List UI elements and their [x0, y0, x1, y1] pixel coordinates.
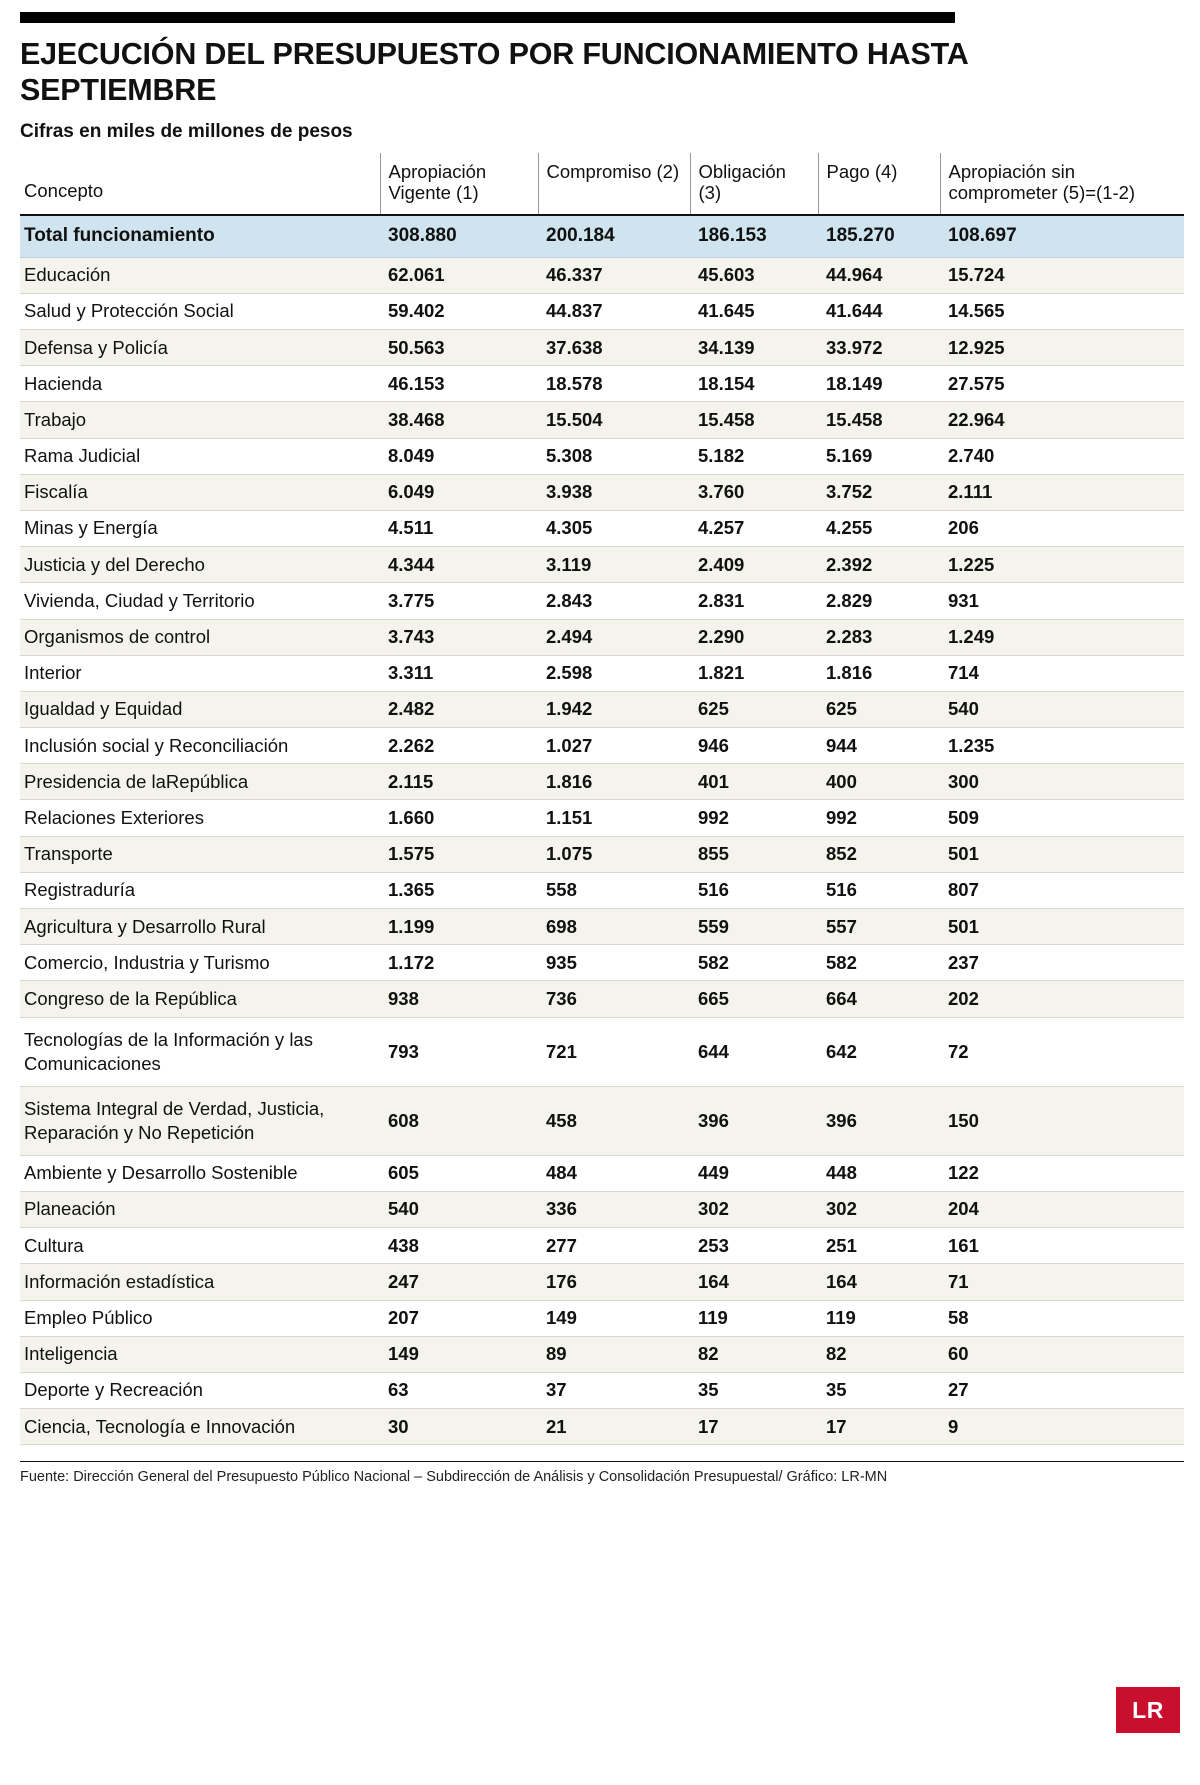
cell-apropiacion-sin-comprometer: 2.740	[940, 438, 1184, 474]
cell-pago: 33.972	[818, 330, 940, 366]
source-note: Fuente: Dirección General del Presupuesto Público Nacional – Subdirección de Análisis y Consolidación Presupuestal/ Gráfico: LR-MN	[20, 1461, 1184, 1485]
lr-logo: LR	[1116, 1687, 1180, 1733]
cell-obligacion: 644	[690, 1017, 818, 1086]
cell-compromiso: 736	[538, 981, 690, 1017]
cell-concepto: Transporte	[20, 836, 380, 872]
cell-apropiacion-sin-comprometer: 1.235	[940, 728, 1184, 764]
column-header-apropiacion-sin-comprometer: Apropiación sin comprometer (5)=(1-2)	[940, 153, 1184, 215]
table-row	[20, 981, 1184, 1017]
cell-apropiacion-vigente: 6.049	[380, 474, 538, 510]
table-row	[20, 330, 1184, 366]
cell-concepto: Registraduría	[20, 872, 380, 908]
cell-obligacion: 18.154	[690, 366, 818, 402]
cell-compromiso: 484	[538, 1155, 690, 1191]
cell-apropiacion-sin-comprometer: 150	[940, 1086, 1184, 1155]
cell-pago: 642	[818, 1017, 940, 1086]
cell-concepto: Total funcionamiento	[20, 215, 380, 257]
cell-apropiacion-sin-comprometer: 108.697	[940, 215, 1184, 257]
cell-obligacion: 186.153	[690, 215, 818, 257]
cell-concepto: Deporte y Recreación	[20, 1372, 380, 1408]
cell-apropiacion-sin-comprometer: 237	[940, 945, 1184, 981]
cell-obligacion: 1.821	[690, 655, 818, 691]
cell-pago: 396	[818, 1086, 940, 1155]
cell-concepto: Información estadística	[20, 1264, 380, 1300]
cell-pago: 1.816	[818, 655, 940, 691]
table-row	[20, 800, 1184, 836]
cell-apropiacion-vigente: 247	[380, 1264, 538, 1300]
cell-compromiso: 5.308	[538, 438, 690, 474]
table-row	[20, 909, 1184, 945]
cell-apropiacion-sin-comprometer: 15.724	[940, 257, 1184, 293]
cell-apropiacion-vigente: 1.660	[380, 800, 538, 836]
cell-concepto: Organismos de control	[20, 619, 380, 655]
cell-concepto: Defensa y Policía	[20, 330, 380, 366]
cell-obligacion: 164	[690, 1264, 818, 1300]
cell-apropiacion-vigente: 1.575	[380, 836, 538, 872]
cell-pago: 2.829	[818, 583, 940, 619]
cell-apropiacion-sin-comprometer: 2.111	[940, 474, 1184, 510]
cell-obligacion: 45.603	[690, 257, 818, 293]
cell-apropiacion-vigente: 62.061	[380, 257, 538, 293]
cell-obligacion: 665	[690, 981, 818, 1017]
cell-compromiso: 37	[538, 1372, 690, 1408]
cell-obligacion: 34.139	[690, 330, 818, 366]
cell-pago: 185.270	[818, 215, 940, 257]
cell-concepto: Inteligencia	[20, 1336, 380, 1372]
table-row	[20, 1086, 1184, 1155]
cell-obligacion: 401	[690, 764, 818, 800]
table-row	[20, 474, 1184, 510]
cell-apropiacion-sin-comprometer: 14.565	[940, 293, 1184, 329]
infographic-page	[0, 12, 1200, 1785]
table-row	[20, 438, 1184, 474]
cell-apropiacion-sin-comprometer: 206	[940, 510, 1184, 546]
cell-apropiacion-vigente: 2.115	[380, 764, 538, 800]
cell-pago: 4.255	[818, 510, 940, 546]
cell-obligacion: 625	[690, 691, 818, 727]
table-row	[20, 1155, 1184, 1191]
cell-pago: 44.964	[818, 257, 940, 293]
cell-apropiacion-vigente: 3.311	[380, 655, 538, 691]
cell-compromiso: 4.305	[538, 510, 690, 546]
cell-compromiso: 2.494	[538, 619, 690, 655]
cell-concepto: Fiscalía	[20, 474, 380, 510]
cell-concepto: Inclusión social y Reconciliación	[20, 728, 380, 764]
table-row	[20, 257, 1184, 293]
table-row	[20, 728, 1184, 764]
cell-apropiacion-sin-comprometer: 540	[940, 691, 1184, 727]
cell-pago: 41.644	[818, 293, 940, 329]
cell-apropiacion-vigente: 30	[380, 1409, 538, 1445]
cell-compromiso: 2.843	[538, 583, 690, 619]
cell-compromiso: 698	[538, 909, 690, 945]
cell-compromiso: 15.504	[538, 402, 690, 438]
cell-pago: 992	[818, 800, 940, 836]
cell-apropiacion-vigente: 8.049	[380, 438, 538, 474]
cell-concepto: Trabajo	[20, 402, 380, 438]
cell-obligacion: 302	[690, 1191, 818, 1227]
column-header-pago: Pago (4)	[818, 153, 940, 215]
cell-compromiso: 721	[538, 1017, 690, 1086]
cell-obligacion: 946	[690, 728, 818, 764]
cell-compromiso: 149	[538, 1300, 690, 1336]
cell-compromiso: 3.938	[538, 474, 690, 510]
cell-obligacion: 516	[690, 872, 818, 908]
column-header-compromiso: Compromiso (2)	[538, 153, 690, 215]
cell-obligacion: 35	[690, 1372, 818, 1408]
cell-concepto: Rama Judicial	[20, 438, 380, 474]
table-row-total	[20, 215, 1184, 257]
cell-apropiacion-vigente: 605	[380, 1155, 538, 1191]
cell-obligacion: 855	[690, 836, 818, 872]
cell-apropiacion-sin-comprometer: 9	[940, 1409, 1184, 1445]
cell-apropiacion-sin-comprometer: 122	[940, 1155, 1184, 1191]
cell-pago: 664	[818, 981, 940, 1017]
cell-apropiacion-vigente: 46.153	[380, 366, 538, 402]
table-row	[20, 583, 1184, 619]
cell-concepto: Empleo Público	[20, 1300, 380, 1336]
cell-compromiso: 200.184	[538, 215, 690, 257]
cell-compromiso: 3.119	[538, 547, 690, 583]
cell-pago: 17	[818, 1409, 940, 1445]
column-header-obligacion: Obligación (3)	[690, 153, 818, 215]
cell-pago: 119	[818, 1300, 940, 1336]
cell-concepto: Comercio, Industria y Turismo	[20, 945, 380, 981]
cell-compromiso: 89	[538, 1336, 690, 1372]
cell-obligacion: 119	[690, 1300, 818, 1336]
table-row	[20, 1191, 1184, 1227]
cell-concepto: Tecnologías de la Información y las Comunicaciones	[20, 1017, 380, 1086]
cell-obligacion: 253	[690, 1228, 818, 1264]
table-header	[20, 153, 1184, 215]
cell-obligacion: 449	[690, 1155, 818, 1191]
table-row	[20, 547, 1184, 583]
cell-apropiacion-sin-comprometer: 1.249	[940, 619, 1184, 655]
cell-compromiso: 1.816	[538, 764, 690, 800]
cell-pago: 852	[818, 836, 940, 872]
cell-apropiacion-sin-comprometer: 714	[940, 655, 1184, 691]
cell-concepto: Presidencia de laRepública	[20, 764, 380, 800]
cell-concepto: Ambiente y Desarrollo Sostenible	[20, 1155, 380, 1191]
cell-concepto: Educación	[20, 257, 380, 293]
cell-pago: 302	[818, 1191, 940, 1227]
cell-apropiacion-vigente: 2.482	[380, 691, 538, 727]
table-row	[20, 1336, 1184, 1372]
cell-compromiso: 21	[538, 1409, 690, 1445]
cell-concepto: Sistema Integral de Verdad, Justicia, Reparación y No Repetición	[20, 1086, 380, 1155]
cell-apropiacion-vigente: 1.172	[380, 945, 538, 981]
table-row	[20, 691, 1184, 727]
cell-compromiso: 2.598	[538, 655, 690, 691]
table-row	[20, 1017, 1184, 1086]
table-row	[20, 1372, 1184, 1408]
cell-obligacion: 5.182	[690, 438, 818, 474]
cell-apropiacion-sin-comprometer: 300	[940, 764, 1184, 800]
table-row	[20, 1228, 1184, 1264]
cell-concepto: Salud y Protección Social	[20, 293, 380, 329]
cell-apropiacion-vigente: 2.262	[380, 728, 538, 764]
cell-obligacion: 396	[690, 1086, 818, 1155]
cell-concepto: Congreso de la República	[20, 981, 380, 1017]
cell-compromiso: 1.942	[538, 691, 690, 727]
cell-obligacion: 17	[690, 1409, 818, 1445]
table-row	[20, 1264, 1184, 1300]
cell-concepto: Justicia y del Derecho	[20, 547, 380, 583]
cell-pago: 516	[818, 872, 940, 908]
cell-compromiso: 458	[538, 1086, 690, 1155]
cell-pago: 15.458	[818, 402, 940, 438]
cell-apropiacion-vigente: 938	[380, 981, 538, 1017]
cell-concepto: Planeación	[20, 1191, 380, 1227]
cell-compromiso: 46.337	[538, 257, 690, 293]
cell-concepto: Ciencia, Tecnología e Innovación	[20, 1409, 380, 1445]
cell-pago: 582	[818, 945, 940, 981]
table-header-row	[20, 153, 1184, 215]
cell-apropiacion-sin-comprometer: 1.225	[940, 547, 1184, 583]
cell-apropiacion-vigente: 608	[380, 1086, 538, 1155]
cell-concepto: Igualdad y Equidad	[20, 691, 380, 727]
cell-compromiso: 44.837	[538, 293, 690, 329]
cell-compromiso: 935	[538, 945, 690, 981]
cell-compromiso: 37.638	[538, 330, 690, 366]
cell-apropiacion-sin-comprometer: 204	[940, 1191, 1184, 1227]
cell-apropiacion-sin-comprometer: 71	[940, 1264, 1184, 1300]
table-row	[20, 293, 1184, 329]
cell-concepto: Relaciones Exteriores	[20, 800, 380, 836]
cell-apropiacion-vigente: 149	[380, 1336, 538, 1372]
table-row	[20, 764, 1184, 800]
cell-obligacion: 41.645	[690, 293, 818, 329]
cell-compromiso: 1.027	[538, 728, 690, 764]
cell-apropiacion-vigente: 1.365	[380, 872, 538, 908]
cell-obligacion: 2.290	[690, 619, 818, 655]
table-row	[20, 1409, 1184, 1445]
cell-apropiacion-sin-comprometer: 27.575	[940, 366, 1184, 402]
table-row	[20, 510, 1184, 546]
cell-apropiacion-sin-comprometer: 931	[940, 583, 1184, 619]
table-row	[20, 366, 1184, 402]
cell-pago: 5.169	[818, 438, 940, 474]
cell-concepto: Cultura	[20, 1228, 380, 1264]
cell-apropiacion-vigente: 308.880	[380, 215, 538, 257]
cell-pago: 2.283	[818, 619, 940, 655]
cell-concepto: Interior	[20, 655, 380, 691]
cell-compromiso: 18.578	[538, 366, 690, 402]
cell-concepto: Hacienda	[20, 366, 380, 402]
table-row	[20, 836, 1184, 872]
column-header-apropiacion-vigente: Apropiación Vigente (1)	[380, 153, 538, 215]
cell-pago: 557	[818, 909, 940, 945]
cell-pago: 164	[818, 1264, 940, 1300]
column-header-concepto: Concepto	[20, 153, 380, 215]
cell-pago: 448	[818, 1155, 940, 1191]
cell-apropiacion-sin-comprometer: 501	[940, 836, 1184, 872]
page-subtitle: Cifras en miles de millones de pesos	[20, 120, 353, 142]
cell-pago: 18.149	[818, 366, 940, 402]
cell-apropiacion-vigente: 63	[380, 1372, 538, 1408]
cell-apropiacion-sin-comprometer: 501	[940, 909, 1184, 945]
cell-obligacion: 582	[690, 945, 818, 981]
cell-apropiacion-vigente: 38.468	[380, 402, 538, 438]
cell-apropiacion-sin-comprometer: 22.964	[940, 402, 1184, 438]
cell-obligacion: 4.257	[690, 510, 818, 546]
cell-apropiacion-sin-comprometer: 12.925	[940, 330, 1184, 366]
table-row	[20, 945, 1184, 981]
cell-apropiacion-vigente: 4.511	[380, 510, 538, 546]
cell-apropiacion-vigente: 4.344	[380, 547, 538, 583]
cell-pago: 625	[818, 691, 940, 727]
table-row	[20, 872, 1184, 908]
cell-compromiso: 336	[538, 1191, 690, 1227]
table-row	[20, 655, 1184, 691]
cell-concepto: Minas y Energía	[20, 510, 380, 546]
cell-apropiacion-vigente: 540	[380, 1191, 538, 1227]
cell-apropiacion-vigente: 207	[380, 1300, 538, 1336]
cell-obligacion: 15.458	[690, 402, 818, 438]
cell-obligacion: 3.760	[690, 474, 818, 510]
cell-compromiso: 176	[538, 1264, 690, 1300]
cell-apropiacion-sin-comprometer: 58	[940, 1300, 1184, 1336]
cell-apropiacion-vigente: 438	[380, 1228, 538, 1264]
cell-pago: 3.752	[818, 474, 940, 510]
top-rule-divider	[20, 12, 955, 23]
cell-pago: 400	[818, 764, 940, 800]
cell-concepto: Vivienda, Ciudad y Territorio	[20, 583, 380, 619]
cell-obligacion: 2.831	[690, 583, 818, 619]
cell-obligacion: 82	[690, 1336, 818, 1372]
cell-compromiso: 277	[538, 1228, 690, 1264]
page-title: EJECUCIÓN DEL PRESUPUESTO POR FUNCIONAMIENTO HASTA SEPTIEMBRE	[20, 37, 968, 107]
cell-apropiacion-sin-comprometer: 202	[940, 981, 1184, 1017]
cell-compromiso: 1.075	[538, 836, 690, 872]
cell-apropiacion-sin-comprometer: 161	[940, 1228, 1184, 1264]
cell-apropiacion-vigente: 1.199	[380, 909, 538, 945]
cell-apropiacion-sin-comprometer: 27	[940, 1372, 1184, 1408]
table-row	[20, 1300, 1184, 1336]
cell-obligacion: 559	[690, 909, 818, 945]
cell-apropiacion-vigente: 50.563	[380, 330, 538, 366]
cell-pago: 35	[818, 1372, 940, 1408]
cell-compromiso: 1.151	[538, 800, 690, 836]
cell-apropiacion-sin-comprometer: 60	[940, 1336, 1184, 1372]
cell-pago: 2.392	[818, 547, 940, 583]
cell-apropiacion-sin-comprometer: 807	[940, 872, 1184, 908]
cell-apropiacion-sin-comprometer: 72	[940, 1017, 1184, 1086]
cell-pago: 82	[818, 1336, 940, 1372]
cell-compromiso: 558	[538, 872, 690, 908]
cell-apropiacion-vigente: 3.743	[380, 619, 538, 655]
table-row	[20, 402, 1184, 438]
cell-pago: 251	[818, 1228, 940, 1264]
cell-apropiacion-vigente: 59.402	[380, 293, 538, 329]
cell-pago: 944	[818, 728, 940, 764]
cell-concepto: Agricultura y Desarrollo Rural	[20, 909, 380, 945]
cell-obligacion: 2.409	[690, 547, 818, 583]
cell-apropiacion-vigente: 793	[380, 1017, 538, 1086]
table-body	[20, 215, 1184, 1445]
cell-obligacion: 992	[690, 800, 818, 836]
budget-table	[20, 153, 1184, 1445]
table-row	[20, 619, 1184, 655]
cell-apropiacion-sin-comprometer: 509	[940, 800, 1184, 836]
cell-apropiacion-vigente: 3.775	[380, 583, 538, 619]
